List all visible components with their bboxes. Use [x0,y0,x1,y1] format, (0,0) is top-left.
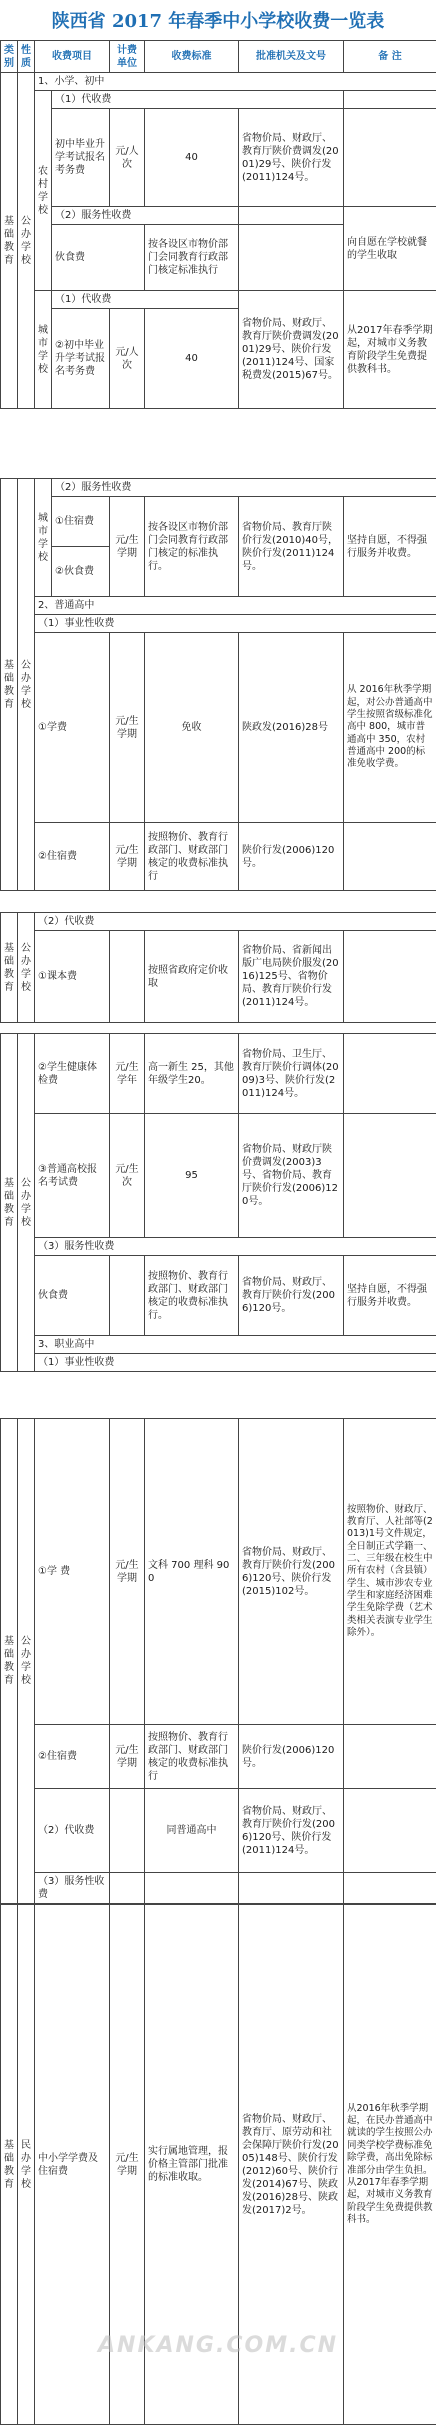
fee-remark: 从 2016年秋季学期起，对公办普通高中学生按照省级标准化高中 800，城市普通高中 350，农村普通高中 200的标准免收学费。 [344,633,436,823]
school-type-label: 农村学校 [35,91,52,291]
fee-unit: 元/生学年 [110,1034,145,1114]
nature-label: 公办学校 [18,73,35,409]
fee-table-3 [0,912,436,1023]
subsection-heading: （3）服务性收费 [35,1238,436,1256]
fee-unit: 元/生学期 [110,823,145,891]
fee-authority: 省物价局、财政厅、教育厅陕价费调发(2001)29号、陕价行发(2011)124号。 [239,109,344,207]
subsection-heading: （1）代收费 [52,91,344,109]
fee-standard: 按照省政府定价收取 [145,931,239,1023]
nature-label: 公办学校 [18,1034,35,1372]
header-nature: 性质 [18,41,35,73]
fee-standard: 同普通高中 [145,1789,239,1873]
fee-authority: 省物价局、财政厅陕价费调发(2003)3号、省物价局、教育厅陕价行发(2006)120号。 [239,1114,344,1238]
subsection-heading: （2）服务性收费 [52,479,436,497]
fee-authority: 省物价局、财政厅、教育厅、原劳动和社会保障厅陕价行发(2005)148号、陕价行发(2012)60号、陕价行发(2014)67号、陕政发(2016)28号、陕政发(2017)2号。 [239,1905,344,2425]
fee-standard: 95 [145,1114,239,1238]
nature-label: 公办学校 [18,1419,35,1904]
fee-unit: 元/人次 [110,109,145,207]
fee-authority: 省物价局、财政厅、教育厅陕价行发(2006)120号、陕价行发(2011)124号。 [239,1789,344,1873]
fee-item: ①课本费 [35,931,110,1023]
fee-item: ③普通高校报名考试费 [35,1114,110,1238]
subsection-heading: （2）代收费 [35,913,436,931]
fee-standard: 40 [145,309,239,409]
fee-item: ①学 费 [35,1419,110,1725]
header-unit: 计费单位 [110,41,145,73]
fee-item: 中小学学费及住宿费 [35,1905,110,2425]
fee-authority: 省物价局、财政厅、教育厅陕价行发(2006)120号、陕价行发(2015)102号。 [239,1419,344,1725]
fee-authority: 陕价行发(2006)120号。 [239,1725,344,1789]
category-label: 基础教育 [1,1034,18,1372]
category-label: 基础教育 [1,913,18,1023]
fee-table-4 [0,1033,436,1372]
fee-remark: 坚持自愿，不得强行服务并收费。 [344,1256,436,1336]
fee-item: 伙食费 [35,1256,110,1336]
fee-item: 初中毕业升学考试报名考务费 [52,109,110,207]
fee-item: ②初中毕业升学考试报名考务费 [52,309,110,409]
fee-standard: 实行属地管理，报价格主管部门批准的标准收取。 [145,1905,239,2425]
fee-remark: 从2017年春季学期起，对城市义务教育阶段学生免费提供教科书。 [344,291,436,409]
fee-table-5 [0,1418,436,1904]
fee-unit: 元/生学期 [110,633,145,823]
fee-item: ①住宿费 [52,497,110,547]
nature-label: 公办学校 [18,479,35,891]
fee-standard: 文科 700 理科 900 [145,1419,239,1725]
fee-standard: 按照物价、教育行政部门、财政部门核定的收费标准执行 [145,823,239,891]
fee-item: ①学费 [35,633,110,823]
fee-authority: 省物价局、财政厅、教育厅陕价行发(2006)120号。 [239,1256,344,1336]
header-standard: 收费标准 [145,41,239,73]
section-heading: 3、职业高中 [35,1336,436,1354]
fee-standard: 按照物价、教育行政部门、财政部门核定的收费标准执行。 [145,1256,239,1336]
header-category: 类别 [1,41,18,73]
table-section-4 [0,1033,436,1372]
header-authority: 批准机关及文号 [239,41,344,73]
table-section-1 [0,40,436,409]
fee-remark: 按照物价、财政厅、教育厅、人社部等(2013)1号文件规定，全日制正式学籍一、二、三年级在校生中所有农村（含县镇）学生、城市涉农专业学生和家庭经济困难学生免除学费（艺术类相关表演专业学生除外）。 [344,1419,436,1725]
subsection-heading: （3）服务性收费 [35,1873,110,1904]
fee-unit: 元/生学期 [110,1725,145,1789]
fee-remark: 坚持自愿，不得强行服务并收费。 [344,497,436,597]
fee-authority: 省物价局、卫生厅、教育厅陕价行调体(2009)3号、陕价行发(2011)124号。 [239,1034,344,1114]
subsection-heading: （2）代收费 [35,1789,110,1873]
fee-item: ②伙食费 [52,547,110,597]
subsection-heading: （1）事业性收费 [35,615,436,633]
fee-authority: 陕价行发(2006)120号。 [239,823,344,891]
page-title: 陕西省 2017 年春季中小学校收费一览表 [51,11,385,32]
nature-label: 公办学校 [18,913,35,1023]
fee-item: ②住宿费 [35,1725,110,1789]
table-section-5 [0,1418,436,1904]
table-section-2 [0,478,436,891]
fee-unit: 元/生学期 [110,497,145,597]
subsection-heading: （1）事业性收费 [35,1354,436,1372]
nature-label: 民办学校 [18,1905,35,2425]
table-header-row [1,41,436,73]
fee-standard: 免收 [145,633,239,823]
fee-unit: 元/生学期 [110,1419,145,1725]
fee-item: ②住宿费 [35,823,110,891]
subsection-heading: （2）服务性收费 [52,207,239,225]
fee-unit: 元/生学期 [110,1905,145,2425]
header-remark: 备 注 [344,41,436,73]
table-section-3 [0,912,436,1023]
section-heading: 1、小学、初中 [35,73,436,91]
subsection-heading: （1）代收费 [52,291,239,309]
category-label: 基础教育 [1,1419,18,1904]
school-type-label: 城市学校 [35,291,52,409]
category-label: 基础教育 [1,1905,18,2425]
fee-standard: 按各设区市物价部门会同教育行政部门核定的标准执行。 [145,497,239,597]
category-label: 基础教育 [1,73,18,409]
school-type-label: 城市学校 [35,479,52,597]
category-label: 基础教育 [1,479,18,891]
fee-item: ②学生健康体检费 [35,1034,110,1114]
fee-authority: 省物价局、省新闻出版广电局陕价服发(2016)125号、省物价局、教育厅陕价行发(2011)124号。 [239,931,344,1023]
fee-standard: 40 [145,109,239,207]
fee-table-2 [0,478,436,891]
fee-authority: 陕政发(2016)28号 [239,633,344,823]
header-item: 收费项目 [35,41,110,73]
fee-unit: 元/人次 [110,309,145,409]
fee-remark: 向自愿在学校就餐的学生收取 [344,207,436,291]
fee-standard: 按照物价、教育行政部门、财政部门核定的收费标准执行 [145,1725,239,1789]
fee-standard: 高一新生 25，其他年级学生20。 [145,1034,239,1114]
watermark: ANKANG.COM.CN [98,2333,338,2358]
fee-remark: 从2016年秋季学期起，在民办普通高中就读的学生按照公办同类学校学费标准免除学费，高出免除标准部分由学生负担。从2017年春季学期起，对城市义务教育阶段学生免费提供教科书。 [344,1905,436,2425]
fee-unit: 元/生次 [110,1114,145,1238]
section-heading: 2、普通高中 [35,597,436,615]
fee-item: 伙食费 [52,225,145,291]
fee-authority: 省物价局、教育厅陕价行发(2010)40号，陕价行发(2011)124号。 [239,497,344,597]
fee-authority: 省物价局、财政厅、教育厅陕价费调发(2001)29号、陕价行发(2011)124号、国家税费发(2015)67号。 [239,291,344,409]
fee-table-1 [0,40,436,409]
fee-standard: 按各设区市物价部门会同教育行政部门核定标准执行 [145,225,239,291]
